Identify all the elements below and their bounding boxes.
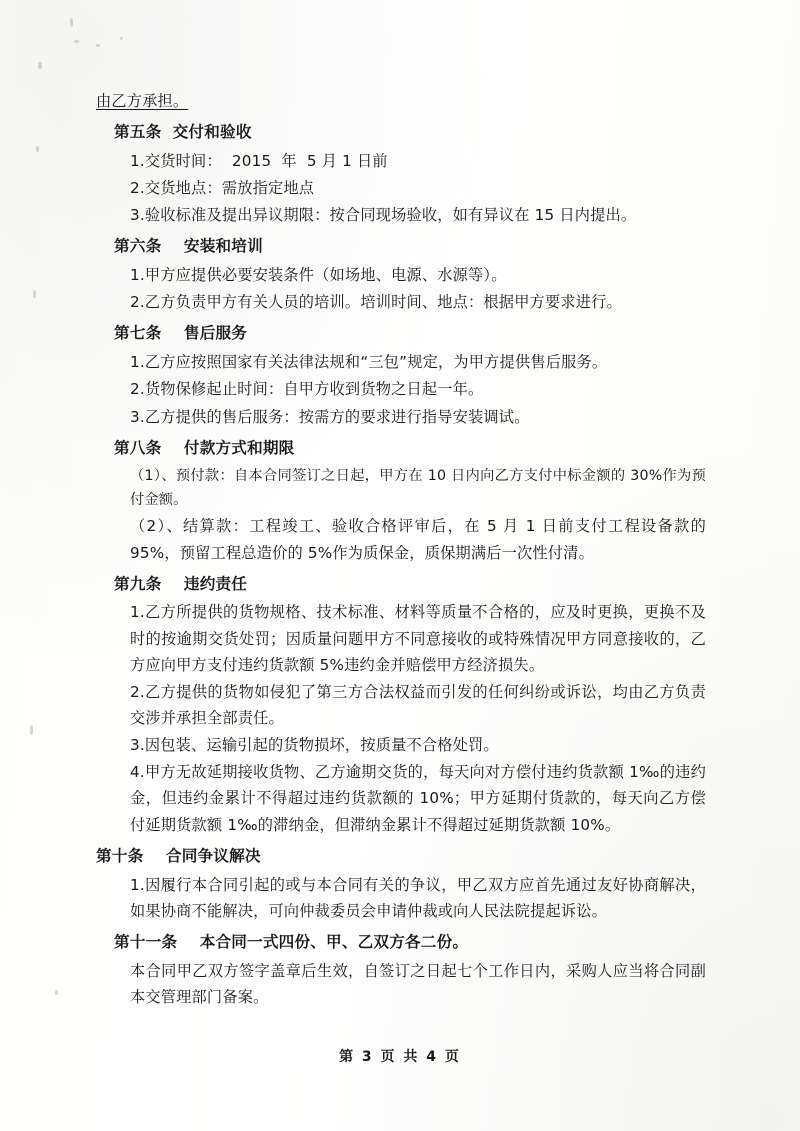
section-heading: 第八条 付款方式和期限 [114,438,295,457]
section-item: 2.交货地点：需放指定地点 [130,179,315,198]
section-heading: 第六条 安装和培训 [114,237,263,256]
scan-speck [38,62,42,69]
document-body [96,88,712,1011]
section-item: 1.甲方应提供必要安装条件（如场地、电源、水源等）。 [130,266,507,285]
scan-speck [70,18,73,27]
scan-speck [55,990,58,995]
section-item: 2.货物保修起止时间：自甲方收到货物之日起一年。 [130,380,484,399]
section-item: 3.乙方提供的售后服务：按需方的要求进行指导安装调试。 [130,407,530,426]
continued-line: 由乙方承担。 [96,92,189,110]
page-footer: 第 3 页 共 4 页 [339,1049,461,1065]
section-item: 1.交货时间： 2015 年 5 月 1 日前 [130,151,388,170]
section-item: 2.乙方负责甲方有关人员的培训。培训时间、地点：根据甲方要求进行。 [130,293,622,312]
section-item: 本合同甲乙双方签字盖章后生效，自签订之日起七个工作日内，采购人应当将合同副本交管理部门备案。 [130,961,706,1006]
scan-speck [74,40,79,43]
section-heading: 第十一条 本合同一式四份、甲、乙双方各二份。 [114,932,469,951]
scan-speck [33,290,36,298]
section-item: （1）、预付款：自本合同签订之日起，甲方在 10 日内向乙方支付中标金额的 30%作为预付金额。 [130,467,706,508]
section-item: 2.乙方提供的货物如侵犯了第三方合法权益而引发的任何纠纷或诉讼，均由乙方负责交涉并承担全部责任。 [130,682,706,728]
section-item: 4.甲方无故延期接收货物、乙方逾期交货的，每天向对方偿付违约货款额 1‰的违约金，但违约金累计不得超过违约货款额的 10%；甲方延期付货款的，每天向乙方偿付延期货款额 1‰的滞纳金，但滞纳金累计不得超过延期货款额 10%。 [130,763,706,834]
section-heading: 第九条 违约责任 [114,574,248,593]
section-heading: 第十条 合同争议解决 [96,846,261,865]
section-item: 1.因履行本合同引起的或与本合同有关的争议，甲乙双方应首先通过友好协商解决，如果协商不能解决，可向仲裁委员会申请仲裁或向人民法院提起诉讼。 [130,875,706,920]
section-item: 1.乙方应按照国家有关法律法规和“三包”规定，为甲方提供售后服务。 [130,353,608,372]
section-heading: 第五条 交付和验收 [114,123,252,142]
scan-speck [120,37,123,40]
section-item: （2）、结算款：工程竣工、验收合格评审后，在 5 月 1 日前支付工程设备款的 95%，预留工程总造价的 5%作为质保金，质保期满后一次性付清。 [130,517,712,562]
section-item: 3.验收标准及提出异议期限：按合同现场验收，如有异议在 15 日内提出。 [130,206,637,225]
section-heading: 第七条 售后服务 [114,324,248,343]
scan-speck [30,725,33,735]
scan-speck [96,44,100,47]
section-item: 1.乙方所提供的货物规格、技术标准、材料等质量不合格的，应及时更换，更换不及时的按逾期交货处罚；因质量问题甲方不同意接收的或特殊情况甲方同意接收的，乙方应向甲方支付违约货款额 5%违约金并赔偿甲方经济损失。 [130,603,706,674]
scan-speck [36,146,39,152]
section-item: 3.因包装、运输引起的货物损坏，按质量不合格处罚。 [130,736,499,755]
